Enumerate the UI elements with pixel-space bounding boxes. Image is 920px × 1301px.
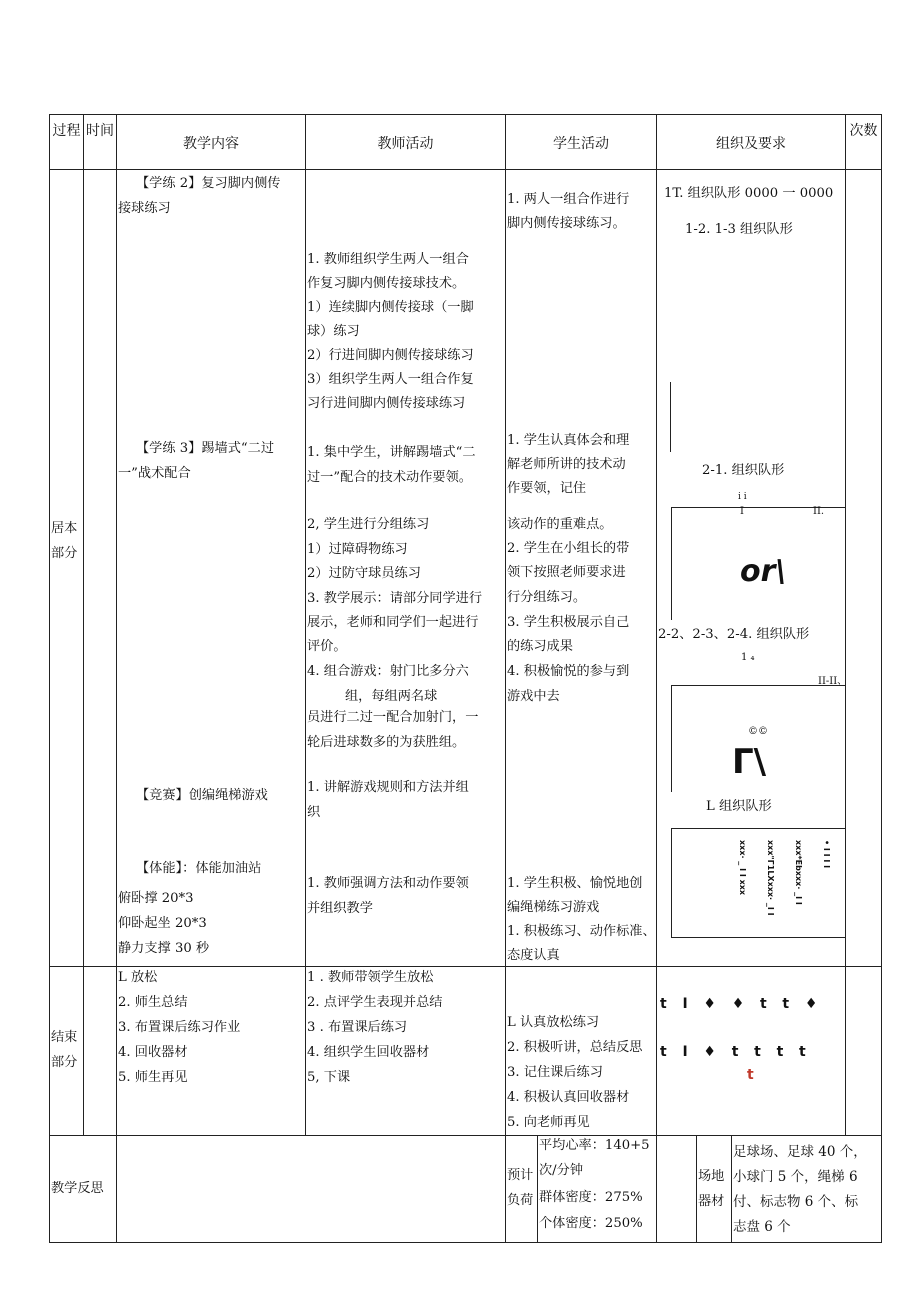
teacher-line: 作复习脚内侧传接球技术。 [307, 276, 466, 291]
header-time: 时间 [86, 123, 114, 139]
teacher-line: 2, 学生进行分组练习 [307, 517, 430, 532]
org-formation-1t: 1T. 组织队形 0000 一 0000 [664, 186, 834, 201]
header-student: 学生活动 [553, 136, 609, 152]
student-line: 该动作的重难点。 [507, 517, 613, 532]
end-teacher-line: 3 . 布置课后练习 [307, 1020, 408, 1035]
col-line-1 [83, 114, 84, 1136]
end-student-line: 4. 积极认真回收器材 [507, 1090, 630, 1105]
content-line: 仰卧起坐 20*3 [118, 916, 207, 931]
end-teacher-line: 2. 点评学生表现并总结 [307, 995, 443, 1010]
content-line: 一”战术配合 [118, 466, 191, 481]
diagram2-top-marks: 1 ₄ [741, 652, 755, 663]
org-formation-1-2: 1-2. 1-3 组织队形 [685, 222, 793, 237]
teacher-line: 球）练习 [307, 324, 360, 339]
reflection-label: 教学反思 [51, 1181, 104, 1196]
end-student-line: 5. 向老师再见 [507, 1115, 590, 1130]
content-line: 接球练习 [118, 201, 171, 216]
student-line: 1. 两人一组合作进行 [507, 192, 630, 207]
student-line: 4. 积极愉悦的参与到 [507, 664, 630, 679]
org-formation-l: L 组织队形 [706, 799, 772, 814]
teacher-line: 员进行二过一配合加射门，一 [307, 710, 479, 725]
end-student-line: 2. 积极听讲，总结反思 [507, 1040, 643, 1055]
org-formation-2-1: 2-1. 组织队形 [702, 463, 785, 478]
student-line: 编绳梯练习游戏 [507, 900, 600, 915]
end-teacher-line: 1 . 教师带领学生放松 [307, 970, 434, 985]
teacher-line: 2）过防守球员练习 [307, 566, 421, 581]
teacher-line: 过一”配合的技术动作要领。 [307, 470, 472, 485]
student-line: 游戏中去 [507, 689, 560, 704]
teacher-line: 1. 教师组织学生两人一组合 [307, 252, 469, 267]
teacher-line: 轮后进球数多的为获胜组。 [307, 735, 466, 750]
col-line-6 [845, 114, 846, 1136]
load-label-2: 负荷 [507, 1193, 534, 1208]
teacher-line: 4. 组合游戏：射门比多分六 [307, 664, 469, 679]
diagram1-top-marks: i i [738, 492, 747, 502]
diagram2-label: II-II、 [818, 676, 848, 687]
end-content-line: 3. 布置课后练习作业 [118, 1020, 241, 1035]
student-line: 态度认真 [507, 948, 560, 963]
content-line: 【体能】：体能加油站 [136, 861, 262, 876]
header-process: 过程 [52, 123, 81, 139]
diagram1-player-symbol: or\ [740, 554, 787, 589]
content-line: 【学练 2】复习脚内侧传 [136, 176, 281, 191]
teacher-line: 1. 集中学生，讲解踢墙式“二 [307, 445, 476, 460]
content-line: 【竞赛】创编绳梯游戏 [136, 788, 268, 803]
student-line: 行分组练习。 [507, 590, 587, 605]
teacher-line: 1）连续脚内侧传接球（一脚 [307, 300, 474, 315]
load-line: 次/分钟 [539, 1163, 584, 1178]
col-line-4b [537, 1135, 538, 1243]
basic-section-label-2: 部分 [51, 546, 78, 561]
student-line: 2. 学生在小组长的带 [507, 541, 630, 556]
ladder-column-2: xxx"Γ1LXxxx· _I I [766, 840, 775, 916]
end-formation-teacher-mark: t [747, 1067, 754, 1083]
header-teacher: 教师活动 [377, 136, 434, 152]
end-teacher-line: 5, 下课 [307, 1070, 351, 1085]
org-vertical-mark [670, 382, 671, 452]
diagram-box-3 [671, 828, 846, 938]
col-line-3 [305, 114, 306, 1136]
student-line: 1. 积极练习、动作标准、 [507, 924, 656, 939]
col-line-0 [49, 114, 50, 1243]
end-content-line: L 放松 [118, 970, 158, 985]
student-line: 解老师所讲的技术动 [507, 457, 626, 472]
load-line: 个体密度：250% [539, 1216, 643, 1231]
student-line: 作要领，记住 [507, 481, 587, 496]
end-bottom-border [49, 1135, 881, 1136]
diagram1-label-a: I [740, 506, 744, 517]
student-line: 1. 学生认真体会和理 [507, 433, 630, 448]
col-line-2 [116, 114, 117, 1243]
end-student-line: 3. 记住课后练习 [507, 1065, 603, 1080]
teacher-line: 组，每组两名球 [345, 689, 438, 704]
ladder-column-4: • I I I I [822, 840, 831, 869]
diagram2-player-symbol: Γ\ [732, 742, 767, 782]
header-bottom-border [49, 169, 881, 170]
end-content-line: 5. 师生再见 [118, 1070, 188, 1085]
ladder-column-1: xxx· _ I I xxx [738, 840, 747, 896]
end-formation-row-2: t I ♦ t t t t [660, 1044, 808, 1060]
end-content-line: 2. 师生总结 [118, 995, 188, 1010]
student-line: 1. 学生积极、愉悦地创 [507, 876, 643, 891]
venue-line: 小球门 5 个，绳梯 6 [733, 1169, 858, 1185]
end-section-label-1: 结束 [51, 1030, 78, 1045]
table-top-border [49, 114, 881, 115]
student-line: 领下按照老师要求进 [507, 565, 626, 580]
end-section-label-2: 部分 [51, 1055, 78, 1070]
col-line-5b [696, 1135, 697, 1243]
student-line: 的练习成果 [507, 639, 573, 654]
header-org: 组织及要求 [716, 136, 786, 152]
content-line: 俯卧撑 20*3 [118, 891, 194, 906]
teacher-line: 3. 教学展示：请部分同学进行 [307, 591, 483, 606]
content-line: 【学练 3】踢墙式“二过 [136, 441, 275, 456]
student-line: 3. 学生积极展示自己 [507, 615, 630, 630]
end-teacher-line: 4. 组织学生回收器材 [307, 1045, 430, 1060]
load-line: 群体密度：275% [539, 1190, 643, 1205]
header-content: 教学内容 [183, 136, 239, 152]
diagram1-label-b: II. [813, 506, 825, 517]
basic-bottom-border [49, 966, 881, 967]
venue-label-2: 器材 [698, 1194, 725, 1209]
teacher-line: 展示，老师和同学们一起进行 [307, 615, 479, 630]
teacher-line: 习行进间脚内侧传接球练习 [307, 396, 466, 411]
teacher-line: 1. 教师强调方法和动作要领 [307, 876, 469, 891]
load-line: 平均心率：140+5 [539, 1138, 650, 1153]
col-line-7 [881, 114, 882, 1243]
teacher-line: 3）组织学生两人一组合作复 [307, 372, 474, 387]
end-student-line: L 认真放松练习 [507, 1015, 600, 1030]
venue-line: 志盘 6 个 [733, 1219, 791, 1235]
student-line: 脚内侧传接球练习。 [507, 216, 626, 231]
ladder-column-3: xxx*Ebxxx· _I I [794, 840, 803, 905]
col-line-4 [505, 114, 506, 1243]
end-formation-row-1: t I ♦ ♦ t t ♦ [660, 996, 820, 1012]
teacher-line: 2）行进间脚内侧传接球练习 [307, 348, 474, 363]
content-line: 静力支撑 30 秒 [118, 941, 210, 956]
venue-line: 付、标志物 6 个、标 [733, 1194, 859, 1210]
teacher-line: 织 [307, 805, 321, 820]
basic-section-label-1: 居本 [51, 521, 78, 536]
header-count: 次数 [849, 123, 878, 139]
load-label-1: 预计 [507, 1168, 534, 1183]
venue-label-1: 场地 [698, 1169, 725, 1184]
org-formation-2-2: 2-2、2-3、2-4. 组织队形 [658, 627, 810, 642]
col-line-5c [731, 1135, 732, 1243]
venue-line: 足球场、足球 40 个， [733, 1144, 867, 1160]
teacher-line: 并组织教学 [307, 901, 373, 916]
teacher-line: 1. 讲解游戏规则和方法并组 [307, 780, 469, 795]
teacher-line: 1）过障碍物练习 [307, 542, 408, 557]
col-line-5 [656, 114, 657, 1243]
table-bottom-border [49, 1242, 881, 1243]
teacher-line: 评价。 [307, 639, 347, 654]
diagram2-cc: ©© [748, 726, 768, 737]
end-content-line: 4. 回收器材 [118, 1045, 188, 1060]
